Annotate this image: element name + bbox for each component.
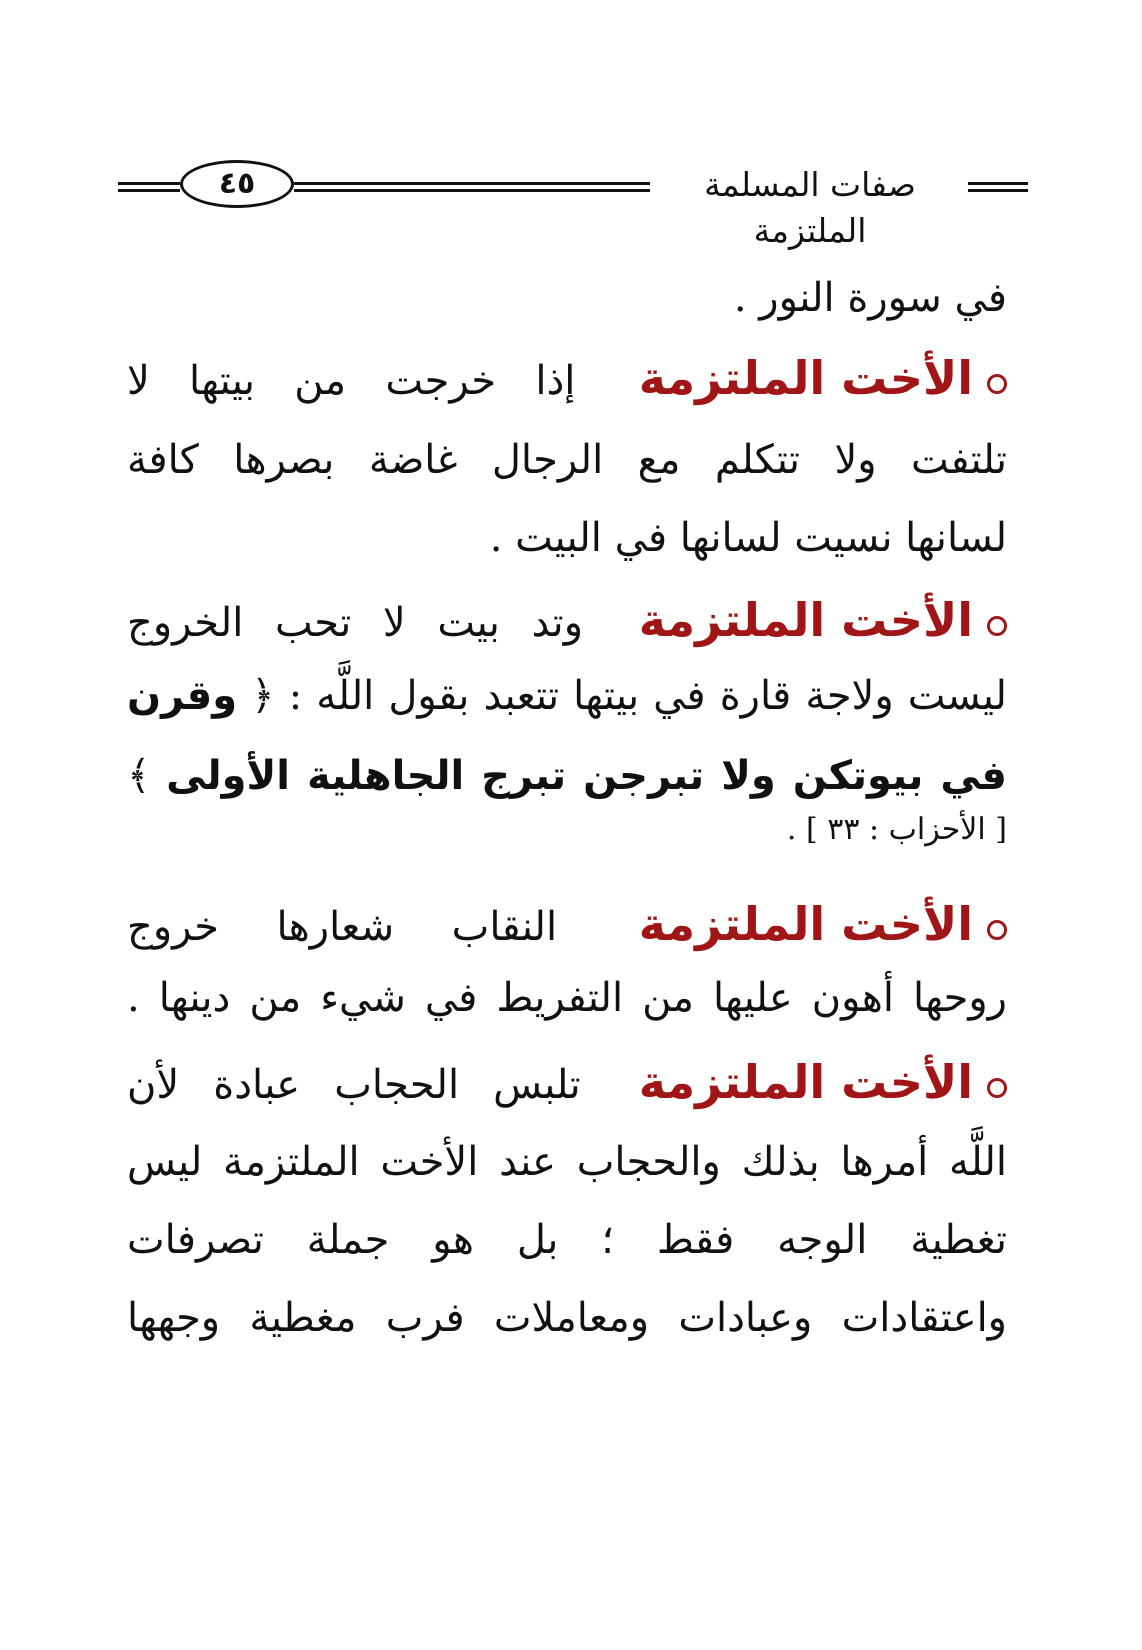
- header-rule-middle: [294, 182, 650, 192]
- paragraph-lead: [639, 342, 1007, 417]
- bullet-icon: [987, 616, 1007, 636]
- line-text: تلبس الحجاب عبادة لأن: [127, 1062, 581, 1108]
- book-title: صفات المسلمة الملتزمة: [704, 165, 916, 250]
- verse-citation: [ الأحزاب : ٣٣ ] .: [786, 812, 1007, 847]
- section-heading: الأخت الملتزمة: [638, 897, 973, 951]
- bullet-icon: [987, 1078, 1007, 1098]
- line-text: ليست ولاجة قارة في بيتها تتعبد بقول اللَّه :: [288, 673, 1007, 719]
- running-header: [118, 160, 1028, 250]
- text-line: [127, 262, 1007, 334]
- line-text: إذا خرجت من بيتها لا: [127, 358, 576, 404]
- quran-verse: وقرن: [127, 673, 238, 719]
- section-heading: الأخت الملتزمة: [638, 1055, 973, 1109]
- paragraph-lead: [639, 1046, 1007, 1121]
- text-line: [127, 502, 1007, 574]
- text-line: [127, 1126, 1007, 1198]
- paragraph-lead: [639, 584, 1007, 659]
- header-rule-right: [968, 182, 1028, 192]
- line-text: في سورة النور .: [733, 275, 1007, 321]
- line-text: اللَّه أمرها بذلك والحجاب عند الأخت الملتزمة ليس: [127, 1139, 1007, 1185]
- line-text: تلتفت ولا تتكلم مع الرجال غاضة بصرها كافة: [127, 437, 1007, 483]
- text-line: [127, 800, 1007, 860]
- section-heading: الأخت الملتزمة: [638, 351, 973, 405]
- quran-verse: في بيوتكن ولا تبرجن تبرج الجاهلية الأولى: [166, 753, 1007, 799]
- line-text: النقاب شعارها خروج: [127, 904, 558, 950]
- line-text: تغطية الوجه فقط ؛ بل هو جملة تصرفات: [127, 1217, 1007, 1263]
- text-line: [127, 962, 1007, 1034]
- line-text: وتد بيت لا تحب الخروج: [127, 600, 584, 646]
- bullet-icon: [987, 374, 1007, 394]
- page-number: ٤٥: [180, 160, 294, 208]
- text-line: [127, 424, 1007, 496]
- text-line: [127, 888, 1007, 963]
- line-text: روحها أهون عليها من التفريط في شيء من دينها .: [127, 975, 1007, 1021]
- line-text: واعتقادات وعبادات ومعاملات فرب مغطية وجهها: [127, 1295, 1007, 1341]
- bullet-icon: [987, 920, 1007, 940]
- text-line: [127, 1204, 1007, 1276]
- paragraph-lead: [639, 888, 1007, 963]
- text-line: [127, 584, 1007, 659]
- verse-close-bracket: ﴾: [127, 753, 151, 799]
- text-line: [127, 342, 1007, 417]
- text-line: [127, 660, 1007, 732]
- verse-open-bracket: ﴿: [251, 673, 275, 719]
- section-heading: الأخت الملتزمة: [638, 593, 974, 647]
- header-rule-left: [118, 182, 180, 192]
- text-line: [127, 1282, 1007, 1354]
- text-line: [127, 1046, 1007, 1121]
- line-text: لسانها نسيت لسانها في البيت .: [489, 515, 1007, 561]
